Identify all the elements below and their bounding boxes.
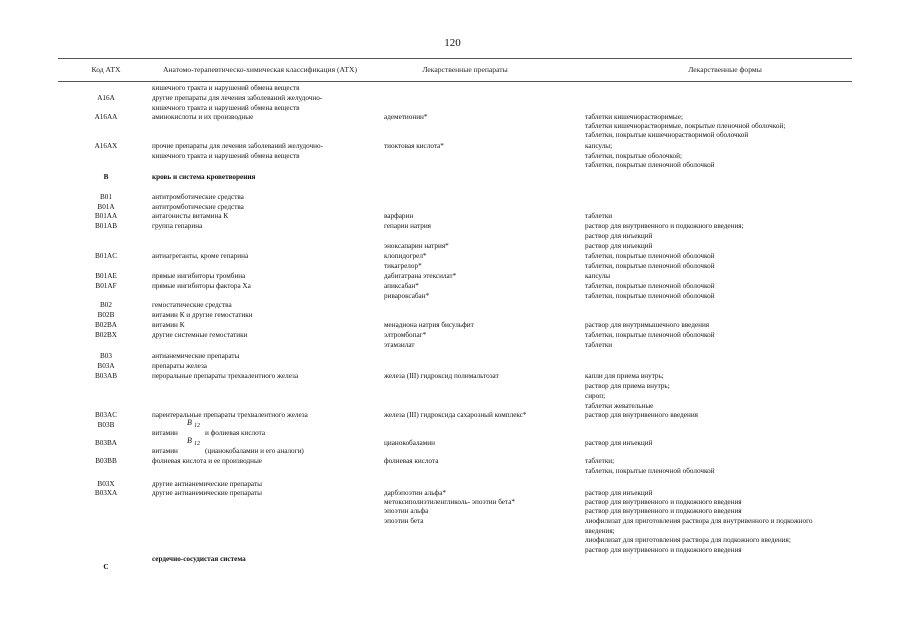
table-row [0,231,905,241]
atc-code: B03X [97,480,115,488]
vitamin-b12-subscript: 12 [194,441,200,447]
table-row [0,410,905,420]
drug-name: гепарин натрия [384,222,431,230]
table-row [0,420,905,430]
table-row [0,192,905,202]
dosage-form: таблетки, покрытые пленочной оболочкой [585,282,715,290]
atc-code: B03BB [95,457,117,465]
atc-code: B01AE [95,272,117,280]
table-row [0,172,905,182]
table-row [0,182,905,192]
atc-code: B01AF [95,282,117,290]
atc-code: A16AX [94,142,118,150]
dosage-form: раствор для внутривенного и подкожного введения [585,546,742,554]
table-row [0,93,905,103]
classification-name: фолиевая кислота и ее производные [152,457,262,465]
table-row [0,281,905,291]
atc-code: B01AC [95,252,117,260]
drug-name: адеметионин* [384,113,428,121]
drug-name: апиксабан* [384,282,419,290]
drug-name: железа (III) гидроксида сахарозный комплекс* [384,411,527,419]
dosage-form: лиофилизат для приготовления раствора для внутривенного и подкожного [585,517,813,525]
vitamin-b12-pre: витамин [152,429,178,437]
vitamin-b12-symbol: B [187,418,192,427]
table-row [0,516,905,526]
atc-code: B01AB [95,222,117,230]
dosage-form: раствор для инъекций [585,242,653,250]
table-row [0,466,905,476]
dosage-form: раствор для внутривенного и подкожного введения [585,507,742,515]
classification-name: сердечно-сосудистая система [152,555,246,563]
dosage-form: раствор для инъекций [585,489,653,497]
classification-name: витамин К [152,321,185,329]
dosage-form: лиофилизат для приготовления раствора для подкожного введения; [585,536,791,544]
table-row [0,160,905,170]
table-row [0,506,905,516]
classification-name: группа гепарина [152,222,203,230]
atc-code: B03AC [95,411,117,419]
atc-code: A16A [97,94,115,102]
atc-code: B03AB [95,372,117,380]
classification-name: другие антианемические препараты [152,480,262,488]
drug-name: клопидогрел* [384,252,427,260]
table-row [0,381,905,391]
classification-name: антианемические препараты [152,352,240,360]
dosage-form: раствор для внутримышечного введения [585,321,710,329]
atc-code: B01A [97,203,115,211]
drug-name: эпоэтин бета [384,517,424,525]
dosage-form: раствор для инъекций [585,232,653,240]
table-row [0,330,905,340]
table-row [0,241,905,251]
dosage-form: таблетки жевательные [585,402,654,410]
table-row [0,310,905,320]
drug-name: варфарин [384,212,414,220]
page-number: 120 [444,37,461,49]
classification-name: витамин К и другие гемостатики [152,311,253,319]
table-row [0,320,905,330]
drug-name: железа (III) гидроксид полимальтозат [384,372,499,380]
dosage-form: таблетки [585,212,613,220]
drug-name: тиоктовая кислота* [384,142,444,150]
drug-name: эпоэтин альфа [384,507,429,515]
atc-code: B03BA [95,439,117,447]
drug-name: тикагрелор* [384,262,422,270]
table-row [0,221,905,231]
drug-name: ривароксабан* [384,292,430,300]
dosage-form: таблетки кишечнорастворимые; [585,113,683,121]
classification-name: антитромботические средства [152,193,244,201]
table-row [0,261,905,271]
table-row [0,300,905,310]
drug-name: дабигатрана этексилат* [384,272,457,280]
atc-code: B [103,173,109,181]
classification-name: антагонисты витамина К [152,212,229,220]
dosage-form: раствор для внутривенного и подкожного введения; [585,222,744,230]
dosage-form: таблетки, покрытые пленочной оболочкой [585,292,715,300]
table-row [0,562,905,572]
classification-name: препараты железа [152,362,207,370]
table-row [0,271,905,281]
atc-code: B03A [97,362,115,370]
dosage-form: таблетки, покрытые пленочной оболочкой [585,467,715,475]
atc-code: B03B [97,421,115,429]
atc-code: B02 [100,301,112,309]
atc-code: B02BA [95,321,117,329]
table-row [0,535,905,545]
classification-name: пероральные препараты трехвалентного железа [152,372,299,380]
dosage-form: таблетки [585,341,613,349]
dosage-form: таблетки, покрытые пленочной оболочкой [585,252,715,260]
dosage-form: введения; [585,527,615,535]
dosage-form: таблетки, покрытые оболочкой; [585,152,682,160]
table-row [0,391,905,401]
classification-name: кишечного тракта и нарушений обмена веществ [152,84,300,92]
vitamin-b12-pre: витамин [152,447,178,455]
table-row [0,361,905,371]
vitamin-b12-symbol: B [187,436,192,445]
atc-code: B02BX [95,331,117,339]
header-code: Код АТХ [91,64,121,74]
classification-name: гемостатические средства [152,301,232,309]
classification-name: кровь и система кроветворения [152,173,256,181]
table-row [0,141,905,151]
classification-name: другие препараты для лечения заболеваний желудочно- [152,94,323,102]
atc-code: B02B [97,311,115,319]
table-row [0,251,905,261]
atc-code: B01AA [94,212,118,220]
atc-code: A16AA [94,113,118,121]
dosage-form: таблетки; [585,457,615,465]
table-row [0,130,905,140]
header-forms: Лекарственные формы [688,64,762,74]
classification-name: аминокислоты и их производные [152,113,254,121]
dosage-form: таблетки, покрытые пленочной оболочкой [585,262,715,270]
header-classification: Анатомо-терапевтическо-химическая классификация (АТХ) [163,64,357,74]
classification-name: прямые ингибиторы тромбина [152,272,246,280]
dosage-form: капсулы [585,272,611,280]
classification-name: другие системные гемостатики [152,331,248,339]
drug-name: метоксиполиэтиленгликоль- эпоэтин бета* [384,498,515,506]
dosage-form: раствор для внутривенного введения [585,411,698,419]
dosage-form: раствор для внутривенного и подкожного введения [585,498,742,506]
classification-name: антитромботические средства [152,203,244,211]
classification-name: кишечного тракта и нарушений обмена веществ [152,104,300,112]
drug-name: менадиона натрия бисульфит [384,321,474,329]
classification-name: другие антианемические препараты [152,489,262,497]
vitamin-b12-subscript: 12 [194,423,200,429]
classification-name: прочие препараты для лечения заболеваний желудочно- [152,142,323,150]
atc-code: B03 [100,352,112,360]
table-row [0,371,905,381]
atc-code: B01 [100,193,112,201]
classification-name: кишечного тракта и нарушений обмена веществ [152,152,300,160]
dosage-form: таблетки, покрытые пленочной оболочкой [585,161,715,169]
classification-name: прямые ингибиторы фактора Xa [152,282,251,290]
table-row [0,340,905,350]
classification-name: антиагреганты, кроме гепарина [152,252,249,260]
drug-name: цианокобаламин [384,439,435,447]
dosage-form: капли для приема внутрь; [585,372,664,380]
dosage-form: таблетки кишечнорастворимые, покрытые пленочной оболочкой; [585,122,786,130]
dosage-form: раствор для приема внутрь; [585,382,670,390]
drug-name: этамзилат [384,341,415,349]
dosage-form: капсулы; [585,142,613,150]
dosage-form: таблетки, покрытые кишечнорастворимой оболочкой [585,131,749,139]
vitamin-b12-post: (цианокобаламин и его аналоги) [205,447,304,455]
table-header-rule [58,81,852,82]
dosage-form: таблетки, покрытые пленочной оболочкой [585,331,715,339]
drug-name: элтромбопаг* [384,331,427,339]
atc-code: B03XA [94,489,118,497]
header-drugs: Лекарственные препараты [422,64,508,74]
vitamin-b12-post: и фолиевая кислота [205,429,266,437]
table-row [0,211,905,221]
dosage-form: раствор для инъекций [585,439,653,447]
dosage-form: сироп; [585,392,606,400]
table-row [0,351,905,361]
table-row [0,438,905,448]
drug-name: эноксапарин натрия* [384,242,449,250]
classification-name: парентеральные препараты трехвалентного железа [152,411,308,419]
atc-code: C [103,563,109,571]
drug-name: дарбэпоэтин альфа* [384,489,446,497]
table-row [0,83,905,93]
drug-name: фолиевая кислота [384,457,439,465]
table-row [0,456,905,466]
